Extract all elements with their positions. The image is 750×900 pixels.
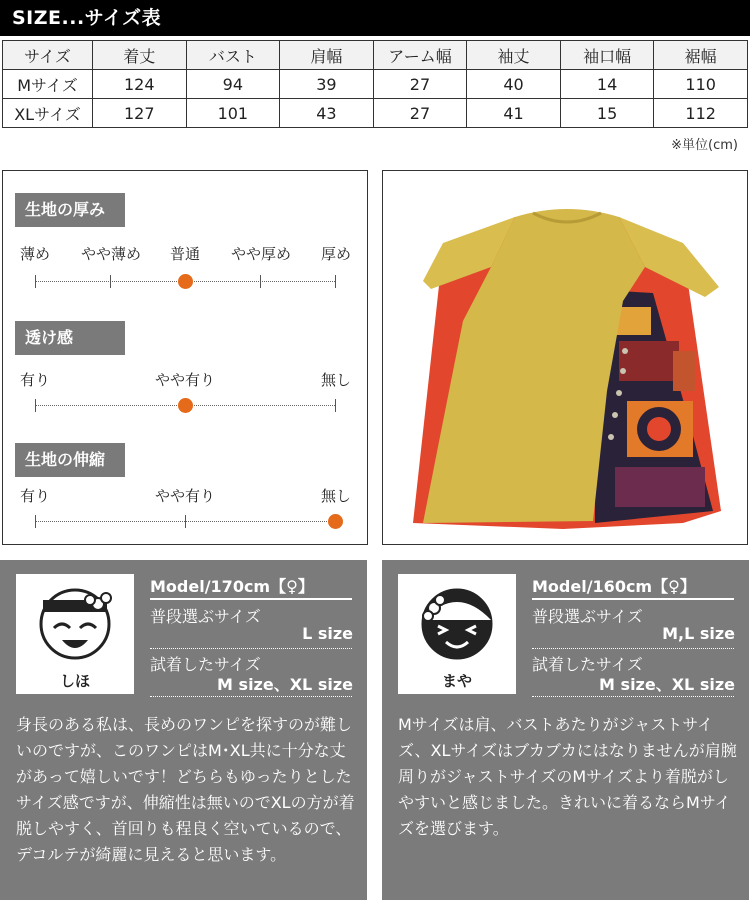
scale-label: やや厚め <box>230 245 292 263</box>
stretch-labels <box>3 485 369 507</box>
model-review-maya <box>382 560 749 900</box>
divider <box>532 696 734 697</box>
scale-label: やや有り <box>154 371 216 389</box>
transparency-labels <box>3 369 369 391</box>
column-header: 肩幅 <box>280 41 374 70</box>
table-cell: 41 <box>467 99 561 128</box>
scale-label: 厚め <box>320 245 352 263</box>
table-cell: 101 <box>186 99 280 128</box>
table-cell: 110 <box>654 70 748 99</box>
scale-tick <box>260 275 261 288</box>
table-cell: XLサイズ <box>3 99 93 128</box>
scale-label: 薄め <box>19 245 51 263</box>
transparency-title: 透け感 <box>15 321 125 355</box>
size-table <box>2 40 748 128</box>
scale-tick <box>35 275 36 288</box>
scale-tick <box>185 515 186 528</box>
thickness-scale <box>35 281 335 282</box>
scale-tick <box>110 275 111 288</box>
scale-label: 有り <box>19 487 51 505</box>
column-header: 裾幅 <box>654 41 748 70</box>
model-title: Model/170cm【♀】 <box>150 577 314 596</box>
scale-tick <box>335 275 336 288</box>
divider <box>532 648 734 649</box>
divider <box>150 598 352 600</box>
scale-tick <box>35 515 36 528</box>
stretch-scale <box>35 521 335 522</box>
stretch-title: 生地の伸縮 <box>15 443 125 477</box>
page-title: SIZE...サイズ表 <box>0 0 750 36</box>
avatar <box>16 574 134 694</box>
thickness-labels <box>3 243 369 265</box>
scale-tick <box>35 399 36 412</box>
model-review-shiho <box>0 560 367 900</box>
table-cell: 15 <box>560 99 654 128</box>
table-row <box>3 99 748 128</box>
model-comment: Mサイズは肩、バストあたりがジャストサイズ、XLサイズはブカブカにはなりませんが肩腕周りがジャストサイズのMサイズより着脱がしやすいと感じました。きれいに着るならMサイズを選びます。 <box>398 715 737 838</box>
model-name: しほ <box>59 672 90 690</box>
scale-label: 普通 <box>169 245 201 263</box>
tried-size-value: M size、XL size <box>599 675 735 694</box>
column-header: サイズ <box>3 41 93 70</box>
table-cell: 27 <box>373 70 467 99</box>
scale-label: 無し <box>320 487 352 505</box>
tried-size-label: 試着したサイズ <box>532 655 643 674</box>
model-name: まや <box>441 672 472 690</box>
table-cell: 127 <box>93 99 187 128</box>
tried-size-label: 試着したサイズ <box>150 655 261 674</box>
model-comment: 身長のある私は、長めのワンピを探すのが難しいのですが、このワンピはM･XL共に十分な丈があって嬉しいです！どちらもゆったりとしたサイズ感ですが、伸縮性は無いのでXLの方が着脱しやすく、首回りも程良く空いているので、デコルテが綺麗に見えると思います。 <box>16 715 355 864</box>
column-header: バスト <box>186 41 280 70</box>
divider <box>150 696 352 697</box>
table-cell: 40 <box>467 70 561 99</box>
table-row <box>3 70 748 99</box>
scale-tick <box>335 399 336 412</box>
transparency-indicator <box>178 398 193 413</box>
scale-label: やや有り <box>154 487 216 505</box>
scale-label: やや薄め <box>80 245 142 263</box>
usual-size-value: M,L size <box>662 624 735 643</box>
table-cell: 39 <box>280 70 374 99</box>
model-face-icon <box>16 574 134 670</box>
table-cell: 27 <box>373 99 467 128</box>
usual-size-label: 普段選ぶサイズ <box>532 607 643 626</box>
column-header: 袖口幅 <box>560 41 654 70</box>
table-cell: 124 <box>93 70 187 99</box>
table-cell: Mサイズ <box>3 70 93 99</box>
usual-size-value: L size <box>302 624 353 643</box>
divider <box>150 648 352 649</box>
transparency-scale <box>35 405 335 406</box>
model-title: Model/160cm【♀】 <box>532 577 696 596</box>
column-header: 袖丈 <box>467 41 561 70</box>
dress-illustration <box>383 171 748 545</box>
table-cell: 14 <box>560 70 654 99</box>
unit-note: ※単位(cm) <box>671 138 738 153</box>
fabric-characteristics-panel <box>2 170 368 545</box>
divider <box>532 598 734 600</box>
table-header-row <box>3 41 748 70</box>
tried-size-value: M size、XL size <box>217 675 353 694</box>
thickness-indicator <box>178 274 193 289</box>
scale-label: 有り <box>19 371 51 389</box>
scale-label: 無し <box>320 371 352 389</box>
table-cell: 94 <box>186 70 280 99</box>
model-face-icon <box>398 574 516 670</box>
table-cell: 43 <box>280 99 374 128</box>
avatar <box>398 574 516 694</box>
stretch-indicator <box>328 514 343 529</box>
thickness-title: 生地の厚み <box>15 193 125 227</box>
column-header: 着丈 <box>93 41 187 70</box>
table-cell: 112 <box>654 99 748 128</box>
usual-size-label: 普段選ぶサイズ <box>150 607 261 626</box>
product-photo <box>382 170 748 545</box>
column-header: アーム幅 <box>373 41 467 70</box>
